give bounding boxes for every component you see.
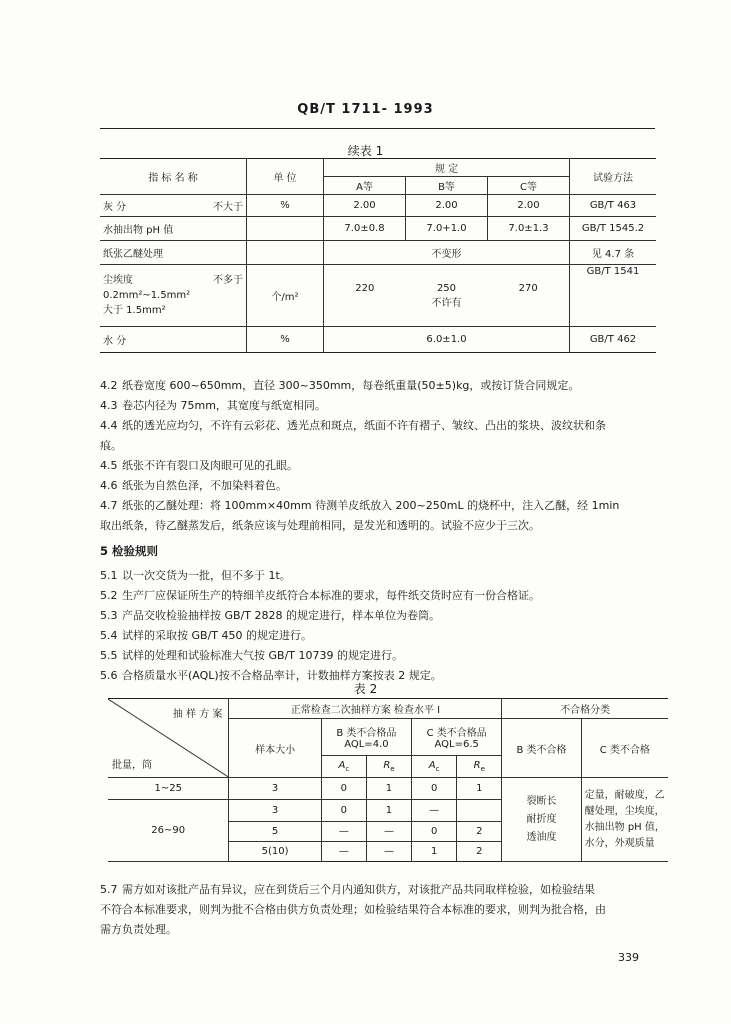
t2-r3-b-re: —: [366, 822, 411, 842]
b-re-header: $R_e$: [366, 756, 411, 778]
c-defect-header: C 类不合格: [581, 719, 668, 778]
b-header-text: B 类不合格品: [336, 728, 397, 739]
grade-c-header: C等: [488, 177, 570, 195]
row-ash-unit: %: [247, 195, 324, 217]
row-ash-b: 2.00: [406, 195, 488, 217]
para-4-4: 4.4 纸的透光应均匀，不许有云彩花、透光点和斑点，纸面不许有褶子、皱纹、凸出的浆块、波纹状和条: [100, 419, 606, 432]
b-item: 耐折度: [526, 813, 557, 825]
c-item: 水抽出物 pH 值，: [584, 821, 665, 833]
diag-bottom-label: 批量，筒: [112, 760, 152, 771]
para-5-4: 5.4 试样的采取按 GB/T 450 的规定进行。: [100, 629, 312, 642]
row-dirt-sub2: 大于 1.5mm²: [103, 305, 166, 316]
header-rule: [100, 128, 655, 129]
t2-r2-c-re: [457, 800, 502, 822]
c-defect-items: [581, 778, 668, 862]
spec-header: 规 定: [324, 159, 570, 177]
table1: [100, 158, 656, 353]
row-ash-a: 2.00: [324, 195, 406, 217]
row-dirt-method: GB/T 1541: [570, 265, 657, 327]
row-ether-name: 纸张乙醚处理: [100, 241, 247, 265]
row-ph-name: 水抽出物 pH 值: [100, 217, 247, 241]
row-dirt-qual: 不多于: [213, 275, 243, 286]
row-ph-method: GB/T 1545.2: [570, 217, 657, 241]
b-defect-header: B 类不合格: [502, 719, 581, 778]
b-item: 裂断长: [526, 795, 557, 807]
t2-r2-n: 3: [229, 800, 321, 822]
row-ash-c: 2.00: [488, 195, 570, 217]
c-aql-header: [412, 719, 502, 756]
row-ph-c: 7.0±1.3: [488, 217, 570, 241]
sample-size-header: 样本大小: [229, 719, 321, 778]
row-dirt-c: 270: [518, 282, 538, 294]
paragraphs-block-5: [100, 566, 660, 686]
c-re-header: $R_e$: [457, 756, 502, 778]
row-dirt-merged: 不许有: [431, 297, 462, 309]
row-ash-name: 灰 分: [100, 195, 165, 217]
t2-r4-c-re: 2: [457, 842, 502, 862]
t2-r4-n: 5(10): [229, 842, 321, 862]
row-ph-b: 7.0+1.0: [406, 217, 488, 241]
row-moisture-method: GB/T 462: [570, 327, 657, 353]
row-dirt-a: 220: [355, 282, 375, 294]
c-item: 醚处理，尘埃度，: [584, 805, 665, 817]
row-ether-method: 见 4.7 条: [570, 241, 657, 265]
c-ac-header: $A_c$: [412, 756, 457, 778]
para-4-4-cont: 痕。: [100, 439, 122, 452]
indicator-header: 指 标 名 称: [100, 159, 247, 195]
unit-header: 单 位: [247, 159, 324, 195]
lot-26-90: 26~90: [108, 800, 229, 862]
para-5-7: 5.7 需方如对该批产品有异议，应在到货后三个月内通知供方，对该批产品共同取样检验，如检验结果: [100, 883, 595, 896]
c-item: 水分，外观质量: [584, 837, 655, 849]
row-moisture-unit: %: [247, 327, 324, 353]
t2-r4-c-ac: 1: [412, 842, 457, 862]
method-header: 试验方法: [570, 159, 657, 195]
b-ac-header: $A_c$: [321, 756, 366, 778]
lot-1-25: 1~25: [108, 778, 229, 800]
grade-b-header: B等: [406, 177, 488, 195]
c-header-text: C 类不合格品: [426, 728, 487, 739]
t2-r4-b-re: —: [366, 842, 411, 862]
t2-r1-c-re: 1: [457, 778, 502, 800]
para-4-2: 4.2 纸卷宽度 600~650mm，直径 300~350mm，每卷纸重量(50±5)kg，或按订货合同规定。: [100, 379, 580, 392]
row-ash-method: GB/T 463: [570, 195, 657, 217]
row-moisture-value: 6.0±1.0: [324, 327, 570, 353]
b-item: 透油度: [526, 831, 557, 843]
para-4-3: 4.3 卷芯内径为 75mm，其宽度与纸宽相同。: [100, 399, 326, 412]
standard-header: QB/T 1711- 1993: [297, 102, 434, 117]
t2-r2-c-ac: —: [412, 800, 457, 822]
para-5-5: 5.5 试样的处理和试验标准大气按 GB/T 10739 的规定进行。: [100, 649, 403, 662]
para-4-5: 4.5 纸张不许有裂口及肉眼可见的孔眼。: [100, 459, 298, 472]
row-moisture-name: 水 分: [100, 327, 247, 353]
t2-r2-b-re: 1: [366, 800, 411, 822]
row-ph-unit: [247, 217, 324, 241]
para-5-1: 5.1 以一次交货为一批，但不多于 1t。: [100, 569, 291, 582]
para-4-6: 4.6 纸张为自然色泽，不加染料着色。: [100, 479, 287, 492]
t2-r1-b-ac: 0: [321, 778, 366, 800]
table1-caption: 续表 1: [347, 144, 384, 158]
t2-r1-n: 3: [229, 778, 321, 800]
page-number: 339: [618, 951, 639, 964]
para-4-7: 4.7 纸张的乙醚处理：将 100mm×40mm 待测羊皮纸放入 200~250mL 的烧杯中，注入乙醚，经 1min: [100, 499, 620, 512]
row-ash-qual: 不大于: [165, 195, 246, 217]
t2-r3-c-re: 2: [457, 822, 502, 842]
table2-caption: 表 2: [353, 682, 378, 696]
grade-a-header: A等: [324, 177, 406, 195]
t2-r2-b-ac: 0: [321, 800, 366, 822]
defect-header: 不合格分类: [502, 699, 668, 719]
paragraphs-block-4: [100, 376, 660, 536]
para-5-7-cont2: 需方负责处理。: [100, 923, 177, 936]
b-defect-items: [502, 778, 581, 862]
t2-r1-b-re: 1: [366, 778, 411, 800]
t2-r3-b-ac: —: [321, 822, 366, 842]
c-item: 定量，耐破度，乙: [584, 789, 665, 801]
section-5-title: 5 检验规则: [100, 544, 159, 558]
table2-diagonal-header: [108, 699, 229, 778]
para-5-6: 5.6 合格质量水平(AQL)按不合格品率计，计数抽样方案按表 2 规定。: [100, 669, 442, 682]
t2-r3-c-ac: 0: [412, 822, 457, 842]
row-dirt-name-cell: [100, 265, 247, 327]
diag-top-label: 抽 样 方 案: [172, 709, 223, 720]
row-ether-value: 不变形: [324, 241, 570, 265]
para-5-3: 5.3 产品交收检验抽样按 GB/T 2828 的规定进行，样本单位为卷筒。: [100, 609, 440, 622]
para-4-7-cont: 取出纸条，待乙醚蒸发后，纸条应该与处理前相同，是发光和透明的。试验不应少于三次。: [100, 519, 540, 532]
row-dirt-values: [324, 265, 570, 327]
table2: [108, 698, 668, 862]
para-5-7-cont: 不符合本标准要求，则判为批不合格由供方负责处理；如检验结果符合本标准的要求，则判为批合格，由: [100, 903, 606, 916]
t2-r4-b-ac: —: [321, 842, 366, 862]
para-5-2: 5.2 生产厂应保证所生产的特细羊皮纸符合本标准的要求，每件纸交货时应有一份合格证。: [100, 589, 540, 602]
row-ph-a: 7.0±0.8: [324, 217, 406, 241]
t2-r1-c-ac: 0: [412, 778, 457, 800]
b-aql-text: AQL=4.0: [344, 739, 389, 750]
row-dirt-sub1: 0.2mm²~1.5mm²: [103, 290, 191, 301]
row-ether-unit: [247, 241, 324, 265]
row-dirt-b: 250: [436, 282, 457, 294]
plan-header: 正常检查二次抽样方案 检查水平 I: [229, 699, 502, 719]
row-dirt-name: 尘埃度: [103, 275, 133, 286]
c-aql-text: AQL=6.5: [434, 739, 479, 750]
t2-r3-n: 5: [229, 822, 321, 842]
b-aql-header: [321, 719, 411, 756]
paragraph-5-7: [100, 880, 660, 940]
row-dirt-unit: 个/m²: [247, 265, 324, 327]
